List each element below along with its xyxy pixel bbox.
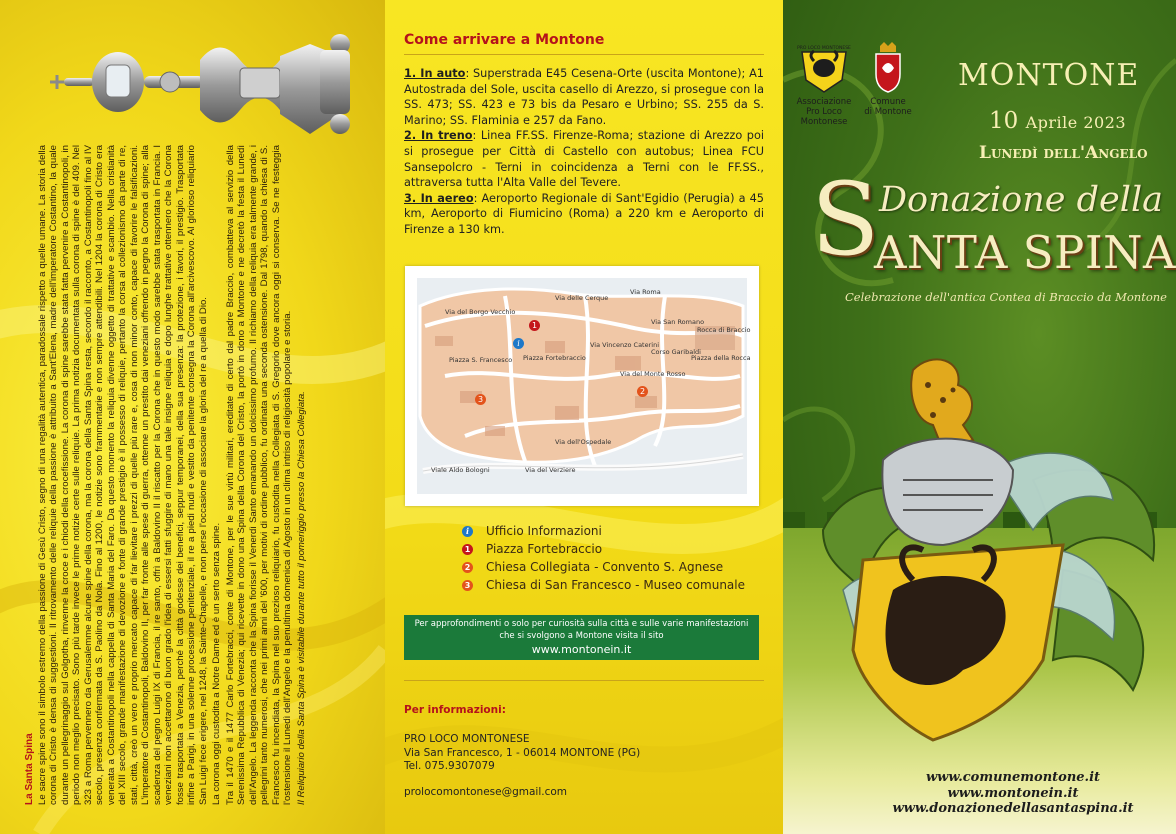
- comune-website-link[interactable]: www.comunemontone.it: [925, 770, 1101, 785]
- number-marker-icon: 1: [462, 544, 473, 555]
- map-label: Via del Borgo Vecchio: [445, 308, 516, 316]
- website-box: Per approfondimenti o solo per curiosità sulla città e sulle varie manifestazioni che si svolgono a Montone visita il sito www.montonein.it: [404, 615, 759, 660]
- legend-item: 3 Chiesa di San Francesco - Museo comunale: [462, 576, 745, 594]
- legend-item: i Ufficio Informazioni: [462, 522, 745, 540]
- cover-subtitle: Celebrazione dell'antica Contea di Braccio da Montone: [845, 290, 1167, 304]
- logo-lettering: PRO LOCO MONTONESE: [797, 46, 851, 51]
- website-link[interactable]: www.montonein.it: [531, 643, 632, 656]
- address: Via San Francesco, 1 - 06014 MONTONE (PG): [404, 746, 641, 759]
- event-day: Lunedì dell'Angelo: [979, 143, 1148, 163]
- event-date: 10 Aprile 2023: [989, 108, 1127, 134]
- map-label: Piazza Fortebraccio: [523, 354, 586, 362]
- info-title: Per informazioni:: [404, 704, 506, 716]
- history-paragraph: La corona oggi custodita a Notre Dame ed è un serto senza spine.: [211, 522, 222, 805]
- history-text-rotated: [24, 145, 364, 805]
- proloco-logo: PRO LOCO MONTONESE Associazione Pro Loco Montonese: [783, 40, 865, 127]
- map-label: Rocca di Braccio: [697, 326, 751, 334]
- org-name: PRO LOCO MONTONESE: [404, 733, 530, 745]
- map-label: Piazza della Rocca: [691, 354, 751, 362]
- phone: Tel. 075.9307079: [404, 760, 495, 773]
- map-label: Via del Verziere: [525, 466, 576, 474]
- direction-plane: 3. In aereo: Aeroporto Regionale di Sant'Egidio (Perugia) a 45 km, Aeroporto di Fiumicino (Roma) a 220 km e Aeroporto di Firenze a 130 km.: [404, 191, 764, 236]
- comune-coat-of-arms-icon: [868, 40, 908, 94]
- directions-title: Come arrivare a Montone: [404, 32, 605, 48]
- map-label: Via delle Cerque: [555, 294, 609, 302]
- title-initial: S: [811, 161, 880, 278]
- cover-links: [863, 770, 1163, 817]
- braccio-crest-image: [783, 330, 1176, 760]
- map-marker-info: i: [513, 338, 524, 349]
- cover-panel: [783, 0, 1176, 834]
- reliquary-caption: Il Reliquiario della Santa Spina è visitabile durante tutto il pomeriggio presso la Chiesa Collegiata.: [295, 391, 307, 805]
- direction-car: 1. In auto: Superstrada E45 Cesena-Orte (uscita Montone); A1 Autostrada del Sole, uscita casello di Arezzo, si prosegue con la SS. 473; SS. 423 e 73 bis da Pesaro e Urbino; SS. 255 da S. Marino; SS. Flaminia e 257 da Fano.: [404, 67, 764, 127]
- title-main: ANTA SPINA: [874, 226, 1176, 279]
- history-paragraph: Le sacre spine sono il simbolo estremo della passione di Gesù Cristo, segno di una regalità autentica, paradossale rispetto a quelle umane. La storia della corona di Cristo è densa di suggestioni. Il ritrovamento delle reliquie della passione è attribuito a Sant'Elena, madre dell'imperatore Costantino, la quale durante un pellegrinaggio sul Golgotha, rinvenne la croce e i chiodi della crocefissione. La corona di spine sarebbe stata fatta pervenire a Costantinopoli, in periodo non meglio precisato. Sono più tarde invece le prime notizie certe sulle reliquie. La prima notizia documentata sulla corona di spine è del 409. Nel 323 a Roma pervennero da Gerusalemme alcune spine della corona, ma la corona della Santa Spina resta, secondo il racconto, a Costantinopoli fino al IV secolo, presenza confermata da S. Paolino da Nola. Fino al 1200, le notizie sono frammentarie e non sempre attendibili. Nel 1204 la corona di Cristo era venerata a Costantinopoli nella cappella di Santa Maria del Faro. Da questo momento la reliquia divenne oggetto di trattative e scambio. Nella cristianità del XIII secolo, grande manifestazione di devozione e fonte di grande prestigio è il possesso di reliquie, pertanto la corsa al collezionismo da parte di re, stati, città, creò un vero e proprio mercato capace di far lievitare i prezzi di quelle più rare e, cosa di non minor conto, capace di favorire le falsificazioni. L'imperatore di Costantinopoli, Baldovino II, per far fronte alle spese di guerra, ottenne un prestito dai veneziani offrendo in pegno la Corona di spine; alla scadenza del pegno Luigi IX di Francia, il re santo, offrì a Baldovino II il riscatto per la Corona che in questo modo sarebbe stata trasportata in Francia. I veneziani non accettarono di buon grado l'idea di essersi fatti sfuggire di mano una tale insigne reliquia e dopo lunghe trattative ottennero che la Corona fosse trasportata a Venezia, perché la città godesse dei benefici, seppur temporanei, della sua presenza: la protezione, i favori, il prestigio. Trasportata infine a Parigi, in una solenne processione penitenziale, il re a piedi nudi e vestito da penitente consegna la Corona all'arcivescovo. Al glorioso reliquiario San Luigi fece erigere, nel 1248, la Sainte-Chapelle, e non perse l'occasione di associare la gloria del re a quella di Dio.: [36, 145, 209, 805]
- map-label: Piazza S. Francesco: [449, 356, 513, 364]
- comune-logo: Comune di Montone: [847, 40, 929, 117]
- map-label: Corso Garibaldi: [651, 348, 701, 356]
- map-marker-1: 1: [529, 320, 540, 331]
- legend-item: 2 Chiesa Collegiata - Convento S. Agnese: [462, 558, 745, 576]
- directions-list: [404, 66, 764, 238]
- montonein-website-link[interactable]: www.montonein.it: [947, 785, 1079, 801]
- town-name: MONTONE: [958, 58, 1140, 93]
- email-link[interactable]: prolocomontonese@gmail.com: [404, 786, 568, 798]
- map-marker-2: 2: [637, 386, 648, 397]
- title-italic: Donazione della: [879, 180, 1163, 220]
- section-title: La Santa Spina: [24, 733, 35, 805]
- legend-item: 1 Piazza Fortebraccio: [462, 540, 745, 558]
- directions-panel: [385, 0, 783, 834]
- map-marker-3: 3: [475, 394, 486, 405]
- map-legend: [462, 522, 745, 594]
- divider: [404, 680, 764, 681]
- map-label: Via dell'Ospedale: [555, 438, 612, 446]
- contact-block: [404, 733, 640, 774]
- santaspina-website-link[interactable]: www.donazionedellasantaspina.it: [892, 801, 1134, 816]
- direction-train: 2. In treno: Linea FF.SS. Firenze-Roma; stazione di Arezzo poi si prosegue per Città di Castello con autobus; Linea FCU Sansepolcro - Terni in coincidenza a Terni con le FF.SS., attraversa tutta l'Alta Valle del Tevere.: [404, 129, 764, 190]
- reliquary-image: [40, 20, 370, 145]
- info-marker-icon: i: [462, 526, 473, 537]
- map-label: Via San Romano: [651, 318, 705, 326]
- map-label: Viale Aldo Bologni: [431, 466, 490, 474]
- number-marker-icon: 3: [462, 580, 473, 591]
- map-label: Via Vincenzo Caterini: [590, 341, 660, 349]
- town-map: [405, 266, 759, 506]
- divider: [404, 54, 764, 55]
- map-label: Via del Monte Rosso: [620, 370, 686, 378]
- number-marker-icon: 2: [462, 562, 473, 573]
- map-label: Via Roma: [630, 288, 661, 296]
- history-paragraph: Tra il 1470 e il 1477 Carlo Fortebracci, conte di Montone, per le sue virtù militari, ereditate di certo dal padre Braccio, combatteva al servizio della Serenissima Repubblica di Venezia; qui ricevette in dono una Spina della Corona del Cristo, la portò in dono a Montone e ne decretò la festa il Lunedì dell'Angelo. La leggenda racconta che la Spina fiorisse il Venerdì Santo emanando un dolcissimo profumo. Il richiamo della reliquia era talmente grande, i pellegrini tanto numerosi, che nei primi anni del '600, per motivi di ordine pubblico, fu ordinata una seconda ostensione. Dal 1798, quando la chiesa di S. Francesco fu incendiata, la Spina nel suo prezioso reliquiario, fu custodita nella Collegiata di S. Gregorio dove ancora oggi si conserva. Se ne festeggia l'ostensione il Lunedì dell'Angelo e la penultima domenica di Agosto in un clima intriso di religiosità popolare e storia.: [224, 145, 293, 805]
- santa-spina-history-panel: [0, 0, 385, 834]
